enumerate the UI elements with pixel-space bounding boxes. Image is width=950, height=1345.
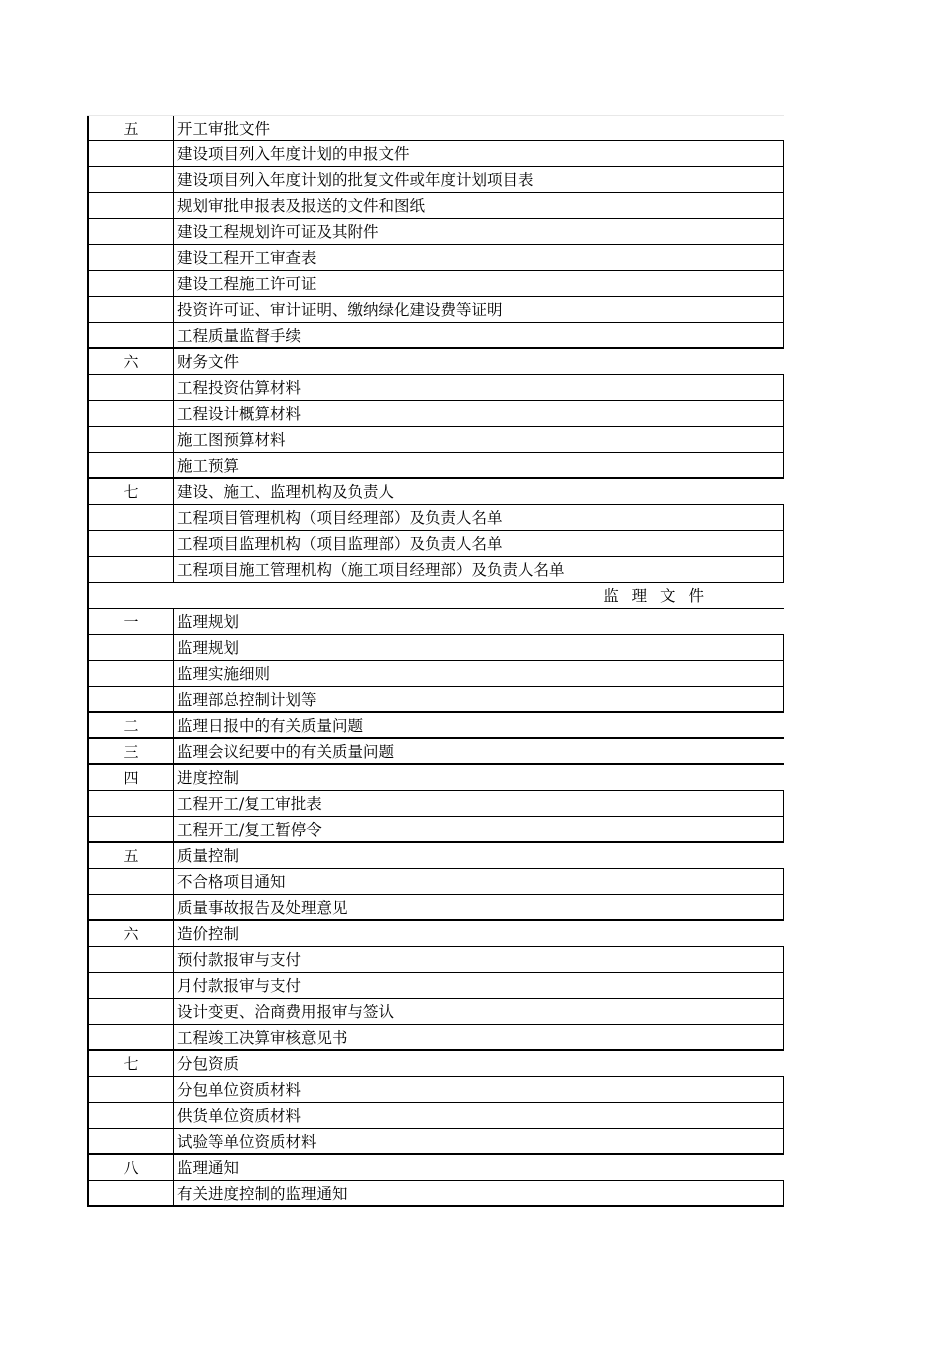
row-number <box>87 973 174 999</box>
row-text: 质量控制 <box>177 847 240 865</box>
table-row <box>87 167 784 193</box>
table-row <box>87 895 784 921</box>
row-text: 分包资质 <box>177 1055 240 1073</box>
row-number <box>87 193 174 219</box>
table-row <box>87 973 784 999</box>
row-text: 月付款报审与支付 <box>174 973 784 999</box>
table-row <box>87 141 784 167</box>
row-text: 监理规划 <box>177 613 240 631</box>
table-row <box>87 661 784 687</box>
table-row <box>87 635 784 661</box>
row-number <box>87 453 174 479</box>
row-text: 工程投资估算材料 <box>174 375 784 401</box>
section-row <box>87 115 784 141</box>
row-text: 监理会议纪要中的有关质量问题 <box>177 743 395 761</box>
table-row <box>87 1129 784 1155</box>
row-text: 开工审批文件 <box>177 120 271 138</box>
table-row <box>87 219 784 245</box>
row-number: 四 <box>87 765 174 791</box>
row-text: 财务文件 <box>177 353 240 371</box>
row-text: 监理实施细则 <box>174 661 784 687</box>
row-text: 有关进度控制的监理通知 <box>174 1181 784 1207</box>
table-row <box>87 453 784 479</box>
table-row <box>87 1077 784 1103</box>
row-text: 造价控制 <box>177 925 240 943</box>
row-text: 预付款报审与支付 <box>174 947 784 973</box>
row-text: 工程项目施工管理机构（施工项目经理部）及负责人名单 <box>174 557 784 583</box>
row-number <box>87 687 174 713</box>
row-number: 七 <box>87 479 174 505</box>
row-number <box>87 401 174 427</box>
row-number <box>87 297 174 323</box>
row-text: 工程质量监督手续 <box>174 323 784 349</box>
table-row <box>87 401 784 427</box>
row-number <box>87 999 174 1025</box>
row-number <box>87 791 174 817</box>
row-text: 投资许可证、审计证明、缴纳绿化建设费等证明 <box>174 297 784 323</box>
row-number: 五 <box>87 843 174 869</box>
row-number <box>87 1181 174 1207</box>
table-row <box>87 557 784 583</box>
row-text: 试验等单位资质材料 <box>174 1129 784 1155</box>
row-number <box>87 635 174 661</box>
table-row <box>87 531 784 557</box>
table-row <box>87 1103 784 1129</box>
section-row <box>87 739 784 765</box>
row-number: 二 <box>87 713 174 739</box>
row-number <box>87 375 174 401</box>
row-text: 工程竣工决算审核意见书 <box>174 1025 784 1051</box>
row-number <box>87 947 174 973</box>
row-number <box>87 817 174 843</box>
row-number: 三 <box>87 739 174 765</box>
row-text: 监理通知 <box>177 1159 240 1177</box>
table-row <box>87 427 784 453</box>
section-row <box>87 479 784 505</box>
row-text: 设计变更、洽商费用报审与签认 <box>174 999 784 1025</box>
row-number <box>87 583 174 609</box>
row-text: 工程设计概算材料 <box>174 401 784 427</box>
row-number <box>87 167 174 193</box>
row-number: 七 <box>87 1051 174 1077</box>
row-number <box>87 661 174 687</box>
row-text: 工程项目管理机构（项目经理部）及负责人名单 <box>174 505 784 531</box>
row-text: 不合格项目通知 <box>174 869 784 895</box>
row-number <box>87 323 174 349</box>
section-row <box>87 713 784 739</box>
row-number <box>87 505 174 531</box>
row-text: 施工预算 <box>174 453 784 479</box>
table-row <box>87 245 784 271</box>
table-row <box>87 817 784 843</box>
row-text: 监理部总控制计划等 <box>174 687 784 713</box>
row-text: 建设工程规划许可证及其附件 <box>174 219 784 245</box>
table-row <box>87 687 784 713</box>
table-row <box>87 271 784 297</box>
table-row <box>87 999 784 1025</box>
row-number <box>87 219 174 245</box>
section-row <box>87 1051 784 1077</box>
row-number <box>87 271 174 297</box>
section-row <box>87 609 784 635</box>
row-number: 五 <box>87 116 174 142</box>
row-number <box>87 1077 174 1103</box>
table-row <box>87 1181 784 1207</box>
table-row <box>87 869 784 895</box>
row-number: 一 <box>87 609 174 635</box>
row-text: 进度控制 <box>177 769 240 787</box>
section-row <box>87 1155 784 1181</box>
row-number <box>87 895 174 921</box>
row-text: 建设工程施工许可证 <box>174 271 784 297</box>
document-table <box>87 115 784 1207</box>
row-text: 建设、施工、监理机构及负责人 <box>177 483 395 501</box>
table-row <box>87 193 784 219</box>
row-text: 质量事故报告及处理意见 <box>174 895 784 921</box>
row-number <box>87 245 174 271</box>
section-row <box>87 921 784 947</box>
table-row <box>87 323 784 349</box>
row-number <box>87 141 174 167</box>
row-number <box>87 1025 174 1051</box>
row-number <box>87 869 174 895</box>
row-number: 八 <box>87 1155 174 1181</box>
row-number: 六 <box>87 349 174 375</box>
row-text: 工程项目监理机构（项目监理部）及负责人名单 <box>174 531 784 557</box>
table-row <box>87 375 784 401</box>
row-text: 监理日报中的有关质量问题 <box>177 717 364 735</box>
section-row <box>87 843 784 869</box>
table-row <box>87 505 784 531</box>
row-text: 规划审批申报表及报送的文件和图纸 <box>174 193 784 219</box>
row-number <box>87 1129 174 1155</box>
row-text: 分包单位资质材料 <box>174 1077 784 1103</box>
row-text: 施工图预算材料 <box>174 427 784 453</box>
row-text: 工程开工/复工审批表 <box>174 791 784 817</box>
row-number <box>87 427 174 453</box>
table-row <box>87 1025 784 1051</box>
row-text: 建设项目列入年度计划的申报文件 <box>174 141 784 167</box>
row-text: 建设工程开工审查表 <box>174 245 784 271</box>
row-number: 六 <box>87 921 174 947</box>
section-row <box>87 765 784 791</box>
row-number <box>87 557 174 583</box>
section-row <box>87 349 784 375</box>
row-text: 建设项目列入年度计划的批复文件或年度计划项目表 <box>174 167 784 193</box>
row-number <box>87 531 174 557</box>
row-text: 监理规划 <box>174 635 784 661</box>
table-row <box>87 791 784 817</box>
row-number <box>87 1103 174 1129</box>
row-text: 供货单位资质材料 <box>174 1103 784 1129</box>
banner-title: 监 理 文 件 <box>603 587 708 605</box>
row-text: 工程开工/复工暂停令 <box>174 817 784 843</box>
section-banner <box>87 583 784 609</box>
table-row <box>87 947 784 973</box>
table-row <box>87 297 784 323</box>
